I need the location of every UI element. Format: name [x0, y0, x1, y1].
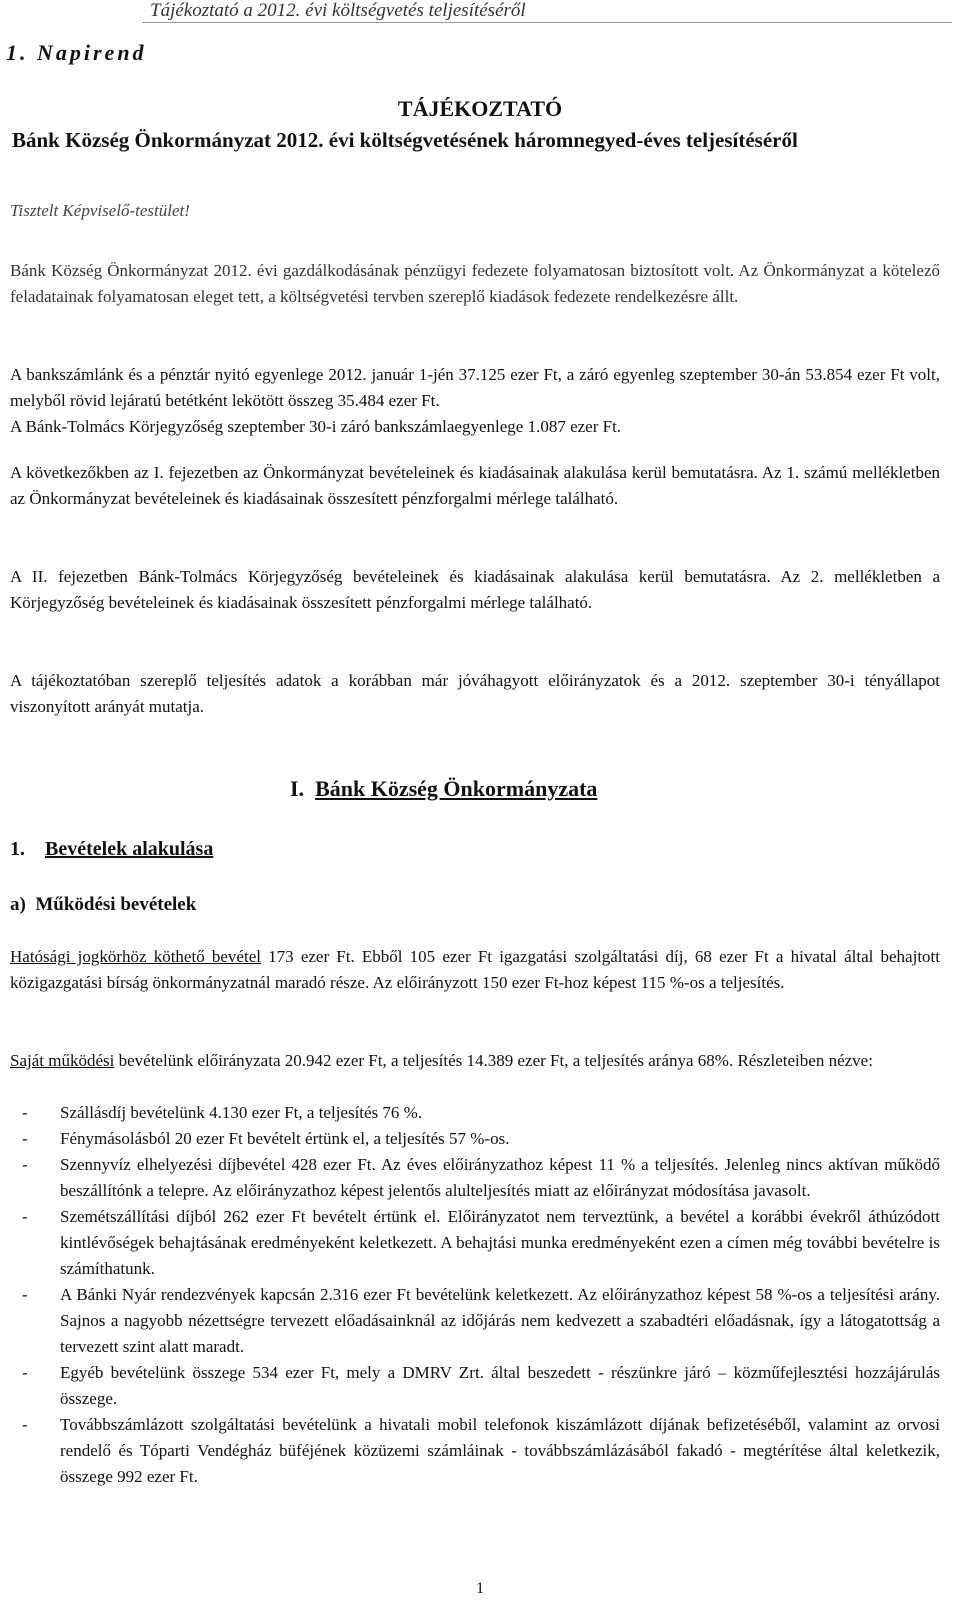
header-rule: [142, 22, 952, 23]
list-item-text: Továbbszámlázott szolgáltatási bevételünk a hivatali mobil telefonok kiszámlázott díjának befizetéséből, valamint az orvosi rendelő és Tóparti Vendégház büféjének közüzemi számláinak - továbbszámlázásából fakadó - megtérítése által keletkezik, összege 992 ezer Ft.: [60, 1415, 940, 1486]
sub-subsection-heading: [10, 894, 196, 916]
list-item: [10, 1412, 940, 1490]
dash-bullet: -: [22, 1363, 28, 1382]
paragraph-authority-revenue: [10, 944, 940, 996]
own-revenue-label: Saját működési: [10, 1051, 115, 1070]
dash-bullet: -: [22, 1103, 28, 1122]
dash-bullet: -: [22, 1207, 28, 1226]
page-number: 1: [476, 1580, 484, 1597]
paragraph-notary-balance: A Bánk-Tolmács Körjegyzőség szeptember 30-i záró bankszámlaegyenlege 1.087 ezer Ft.: [10, 417, 622, 436]
dash-bullet: -: [22, 1129, 28, 1148]
list-item-text: Szennyvíz elhelyezési díjbevétel 428 ezer Ft. Az éves előirányzathoz képest 11 % a teljesítés. Jelenleg nincs aktívan működő beszállítónk a telepre. Az előirányzathoz képest jelentős alulteljesítés miatt az előirányzat módosítása javasolt.: [60, 1155, 940, 1200]
paragraph-financing: Bánk Község Önkormányzat 2012. évi gazdálkodásának pénzügyi fedezete folyamatosan biztosított volt. Az Önkormányzat a kötelező feladatainak folyamatosan eleget tett, a költségvetési tervben szereplő kiadások fedezete rendelkezésre állt.: [10, 261, 940, 306]
section-title: Bánk Község Önkormányzata: [315, 776, 598, 801]
dash-bullet: -: [22, 1155, 28, 1174]
running-header: Tájékoztató a 2012. évi költségvetés teljesítéséről: [150, 0, 526, 21]
dash-bullet: -: [22, 1415, 28, 1434]
authority-revenue-text: 173 ezer Ft. Ebből 105 ezer Ft igazgatási szolgáltatási díj, 68 ezer Ft a hivatal által behajtott közigazgatási bírság önkormányzatnál maradó része. Az előirányzott 150 ezer Ft-hoz képest 115 %-os a teljesítés.: [10, 947, 940, 992]
paragraph-own-revenue: [10, 1048, 940, 1074]
list-item-text: Szemétszállítási díjból 262 ezer Ft bevételt értünk el. Előirányzatot nem terveztünk, a bevétel a korábbi évekről áthúzódott kintlévőségek behajtásának eredményeként keletkezett. A behajtási munka eredményeként ezen a címen még további bevételre is számíthatunk.: [60, 1207, 940, 1278]
list-item-text: Egyéb bevételünk összege 534 ezer Ft, mely a DMRV Zrt. által beszedett - részünkre járó – közműfejlesztési hozzájárulás összege.: [60, 1363, 940, 1408]
paragraph-bank-balance: A bankszámlánk és a pénztár nyitó egyenlege 2012. január 1-jén 37.125 ezer Ft, a záró egyenleg szeptember 30-án 53.854 ezer Ft volt, melyből rövid lejáratú betétként lekötött összeg 35.484 ezer Ft.: [10, 365, 940, 410]
paragraph-chapter-one: A következőkben az I. fejezetben az Önkormányzat bevételeinek és kiadásainak alakulása kerül bemutatásra. Az 1. számú mellékletben az Önkormányzat bevételeinek és kiadásainak összesített pénzforgalmi mérlege található.: [10, 463, 940, 508]
authority-revenue-label: Hatósági jogkörhöz köthető bevétel: [10, 947, 261, 966]
subsection-number: 1.: [10, 838, 25, 860]
revenue-details-list: [10, 1100, 940, 1490]
sub-subsection-title: Működési bevételek: [35, 894, 197, 915]
list-item: [10, 1360, 940, 1412]
list-item-text: Szállásdíj bevételünk 4.130 ezer Ft, a teljesítés 76 %.: [60, 1103, 423, 1122]
list-item: [10, 1282, 940, 1360]
list-item: [10, 1152, 940, 1204]
list-item: [10, 1126, 940, 1152]
list-item: [10, 1100, 940, 1126]
dash-bullet: -: [22, 1285, 28, 1304]
document-title: TÁJÉKOZTATÓ: [397, 96, 563, 121]
paragraph-chapter-two: A II. fejezetben Bánk-Tolmács Körjegyzőség bevételeinek és kiadásainak alakulása kerül bemutatásra. Az 2. mellékletben a Körjegyzőség bevételeinek és kiadásainak összesített pénzforgalmi mérlege található.: [10, 567, 940, 612]
subsection-title: Bevételek alakulása: [45, 838, 214, 860]
paragraph-data-note: A tájékoztatóban szereplő teljesítés adatok a korábban már jóváhagyott előirányzatok és a 2012. szeptember 30-i tényállapot viszonyított arányát mutatja.: [10, 671, 940, 716]
section-number: I.: [290, 776, 305, 801]
own-revenue-text: bevételünk előirányzata 20.942 ezer Ft, a teljesítés 14.389 ezer Ft, a teljesítés aránya 68%. Részleteiben nézve:: [114, 1051, 873, 1070]
section-heading: [290, 776, 597, 802]
salutation: Tisztelt Képviselő-testület!: [10, 201, 190, 220]
subsection-heading: [10, 838, 213, 861]
list-item-text: A Bánki Nyár rendezvények kapcsán 2.316 ezer Ft bevételünk keletkezett. Az előirányzathoz képest 58 %-os a teljesítési arány. Sajnos a nagyobb nézettségre tervezett előadásainknál az időjárás nem kedvezett a szabadtéri előadásnak, így a látogatottság a tervezett szint alatt maradt.: [60, 1285, 940, 1356]
document-subtitle: Bánk Község Önkormányzat 2012. évi költségvetésének háromnegyed-éves teljesítéséről: [12, 128, 798, 152]
list-item: [10, 1204, 940, 1282]
agenda-label: 1. Napirend: [6, 40, 147, 65]
list-item-text: Fénymásolásból 20 ezer Ft bevételt értünk el, a teljesítés 57 %-os.: [60, 1129, 510, 1148]
sub-subsection-number: a): [10, 894, 26, 915]
